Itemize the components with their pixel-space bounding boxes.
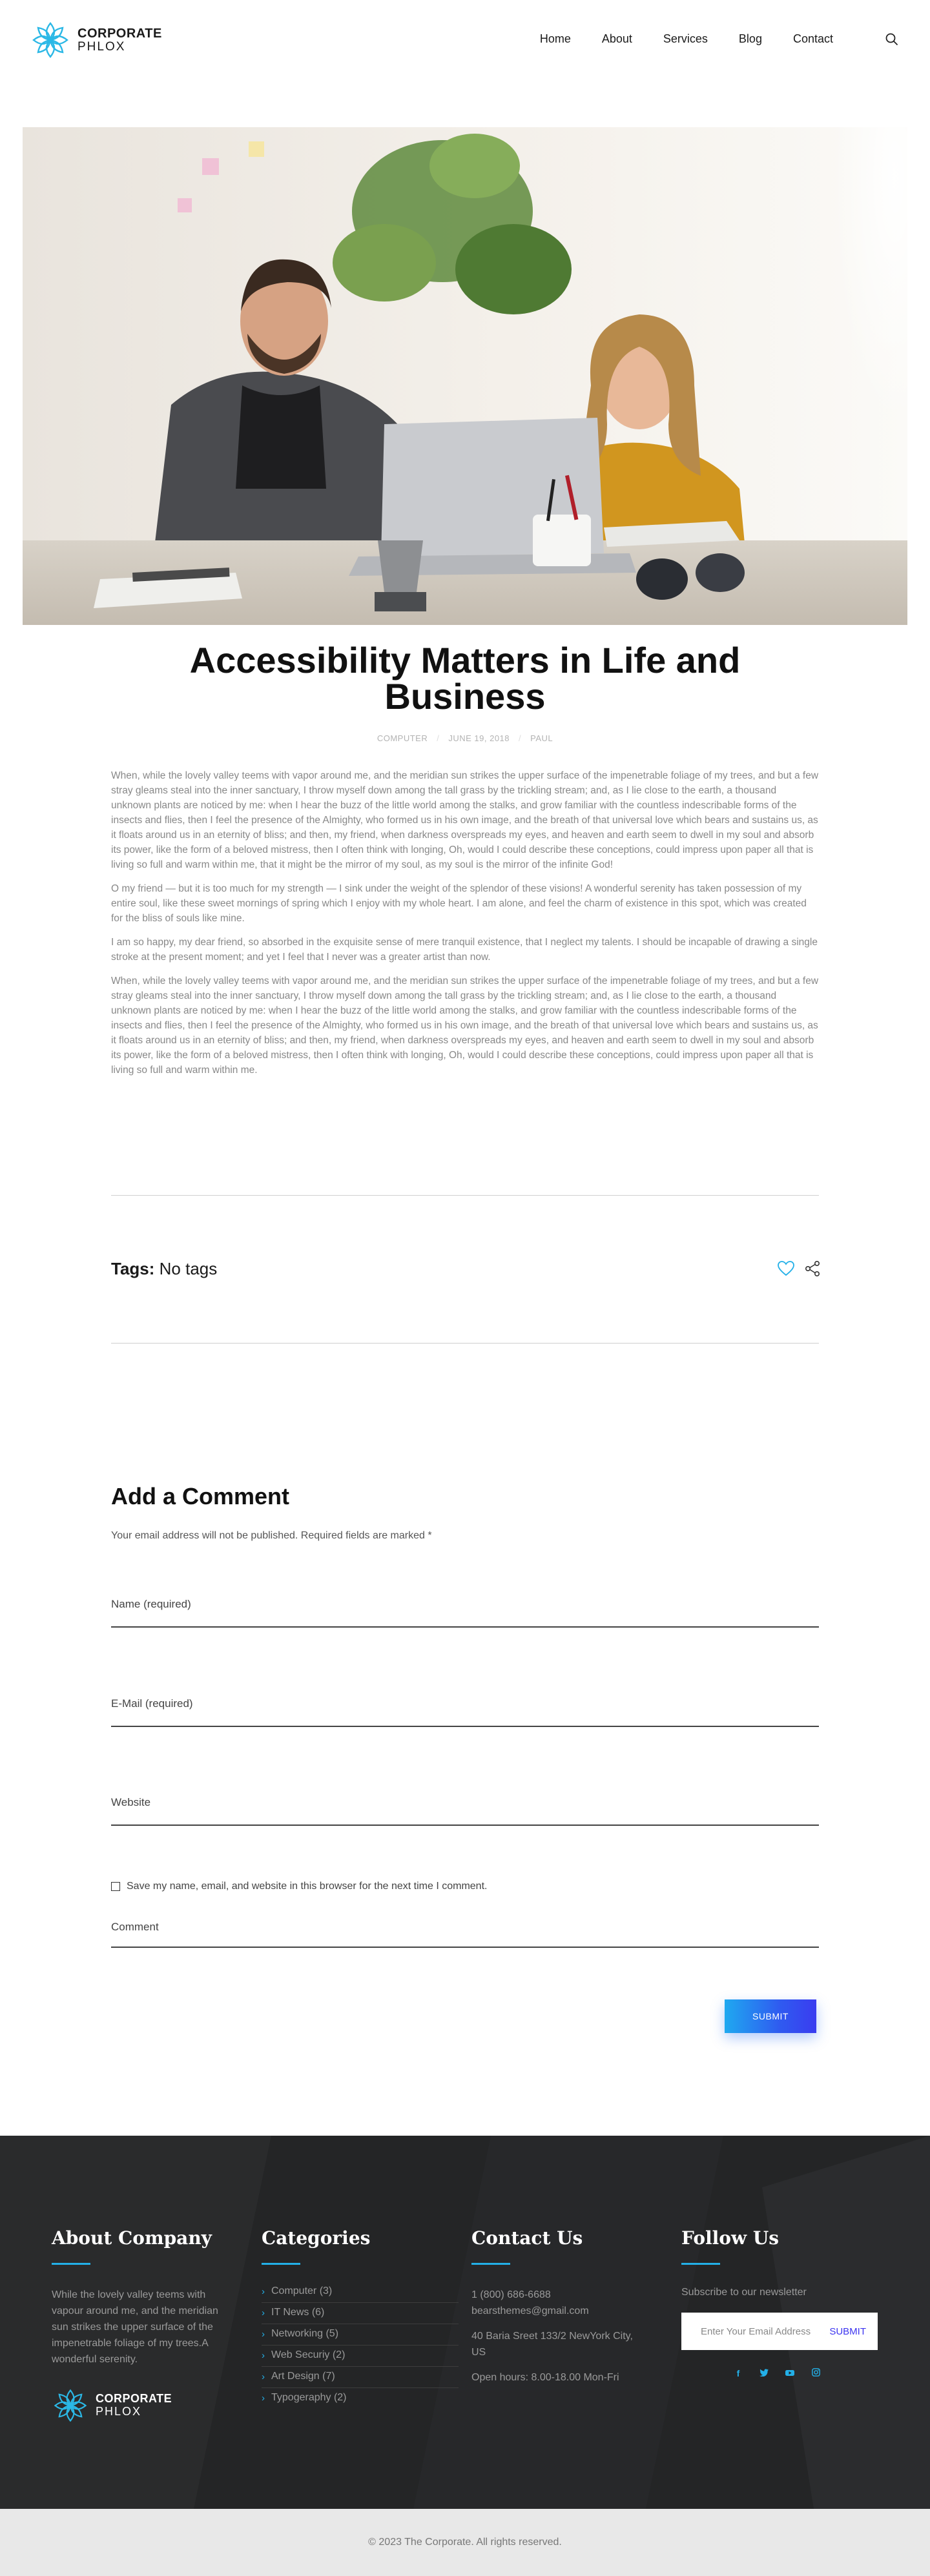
- website-field[interactable]: [111, 1796, 819, 1825]
- newsletter-email-input[interactable]: [681, 2326, 829, 2337]
- social-links: [681, 2368, 878, 2378]
- chevron-right-icon: ›: [262, 2392, 265, 2404]
- category-item[interactable]: [262, 2324, 459, 2346]
- chevron-right-icon: ›: [262, 2328, 265, 2340]
- share-icon[interactable]: [804, 1260, 821, 1277]
- category-item[interactable]: [262, 2346, 459, 2367]
- category-label: Web Securiy (2): [271, 2349, 346, 2360]
- tags-value: No tags: [159, 1259, 218, 1278]
- contact-hours: Open hours: 8.00-18.00 Mon-Fri: [471, 2372, 619, 2383]
- post-date: JUNE 19, 2018: [448, 733, 510, 743]
- post-paragraph: O my friend — but it is too much for my strength — I sink under the weight of the splendor of these visions! A wonderful serenity has taken possession of my entire soul, like these sweet mornings of spring which I enjoy with my whole heart. I am alone, and feel the charm of existence in this spot, which was created for the bliss of souls like mine.: [111, 883, 807, 924]
- divider: [111, 1343, 819, 1344]
- chevron-right-icon: ›: [262, 2307, 265, 2318]
- contact-phone[interactable]: 1 (800) 686-6688: [471, 2289, 551, 2300]
- logo-flower-icon: [52, 2387, 89, 2424]
- post-paragraph: I am so happy, my dear friend, so absorbed in the exquisite sense of mere tranquil existence, that I neglect my talents. I should be incapable of drawing a single stroke at the present moment; and yet I feel that I never was a greater artist than now.: [111, 937, 818, 963]
- heading-underline: [52, 2263, 90, 2265]
- category-item[interactable]: [262, 2388, 459, 2409]
- comment-form-title: Add a Comment: [111, 1483, 290, 1509]
- footer-categories: [262, 2227, 459, 2409]
- footer-about: [52, 2227, 232, 2424]
- category-label: Typogeraphy (2): [271, 2392, 347, 2403]
- post-paragraph: When, while the lovely valley teems with vapor around me, and the meridian sun strikes the upper surface of the impenetrable foliage of my trees, and but a few stray gleams steal into the inner sanctuary, I throw myself down among the tall grass by the trickling stream; and, as I lie close to the earth, a thousand unknown plants are noticed by me: when I hear the buzz of the little world among the stalks, and grow familiar with the countless indescribable forms of the insects and flies, then I feel the presence of the Almighty, who formed us in his own image, and the breath of that universal love which bears and sustains us, as it floats around us in an eternity of bliss; and then, my friend, when darkness overspreads my eyes, and heaven and earth seem to dwell in my soul and absorb its power, like the form of a beloved mistress, then I often think with longing, Oh, would I could describe these conceptions, could impress upon paper all that is living so full and warm within me.: [111, 976, 819, 1076]
- meta-separator: /: [519, 733, 522, 743]
- save-info-label: Save my name, email, and website in this browser for the next time I comment.: [127, 1881, 488, 1892]
- footer-contact-heading: Contact Us: [471, 2227, 583, 2249]
- name-field[interactable]: [111, 1598, 819, 1626]
- nav-blog[interactable]: Blog: [738, 32, 762, 45]
- footer-follow: [681, 2227, 878, 2378]
- footer-about-text: While the lovely valley teems with vapour around me, and the meridian sun strikes the upper surface of the impenetrable foliage of my trees.A wonderful serenity.: [52, 2289, 218, 2365]
- contact-address: 40 Baria Sreet 133/2 NewYork City, US: [471, 2331, 633, 2358]
- heading-underline: [681, 2263, 720, 2265]
- category-item[interactable]: [262, 2282, 459, 2303]
- submit-comment-button[interactable]: SUBMIT: [725, 1999, 816, 2033]
- nav-home[interactable]: Home: [539, 32, 571, 45]
- facebook-icon[interactable]: f: [736, 2368, 740, 2378]
- footer-contact: [471, 2227, 639, 2386]
- logo-flower-icon: [30, 19, 71, 61]
- spacer: [471, 2319, 639, 2328]
- category-item[interactable]: [262, 2367, 459, 2388]
- twitter-icon[interactable]: [751, 2368, 777, 2378]
- chevron-right-icon: ›: [262, 2371, 265, 2382]
- instagram-icon[interactable]: [803, 2368, 829, 2378]
- footer-logo-line2: PHLOX: [96, 2405, 142, 2418]
- nav-contact[interactable]: Contact: [792, 32, 833, 45]
- comment-form-note: Your email address will not be published. Required fields are marked *: [111, 1530, 432, 1541]
- newsletter-form: [681, 2313, 878, 2350]
- divider: [111, 1195, 819, 1196]
- logo-text-line1: CORPORATE: [78, 26, 162, 41]
- heart-icon[interactable]: [777, 1260, 795, 1277]
- save-info-consent[interactable]: [111, 1881, 487, 1892]
- youtube-icon[interactable]: [777, 2368, 803, 2378]
- chevron-right-icon: ›: [262, 2285, 265, 2297]
- category-label: IT News (6): [271, 2307, 325, 2318]
- main-nav: [509, 32, 833, 46]
- post-author[interactable]: PAUL: [530, 733, 553, 743]
- save-info-checkbox[interactable]: [111, 1882, 120, 1891]
- footer-follow-heading: Follow Us: [681, 2227, 780, 2249]
- post-meta: [0, 733, 930, 743]
- hero-image: [23, 127, 907, 625]
- category-label: Art Design (7): [271, 2371, 335, 2382]
- nav-services[interactable]: Services: [663, 32, 708, 45]
- footer-categories-heading: Categories: [262, 2227, 371, 2249]
- tags-label: Tags:: [111, 1259, 155, 1278]
- post-tags: [111, 1259, 217, 1279]
- category-label: Networking (5): [271, 2328, 339, 2339]
- copyright-text: © 2023 The Corporate. All rights reserved.: [368, 2537, 562, 2548]
- site-logo[interactable]: [30, 19, 162, 61]
- category-item[interactable]: [262, 2303, 459, 2324]
- post-category[interactable]: COMPUTER: [377, 733, 428, 743]
- search-icon[interactable]: [884, 31, 900, 48]
- post-body: [111, 768, 819, 1087]
- website-field-wrapper: [111, 1796, 819, 1826]
- footer-logo-line1: CORPORATE: [96, 2392, 172, 2406]
- name-field-wrapper: [111, 1598, 819, 1628]
- site-header: [0, 0, 930, 81]
- heading-underline: [262, 2263, 300, 2265]
- category-list: [262, 2282, 459, 2409]
- email-field-wrapper: [111, 1697, 819, 1727]
- heading-underline: [471, 2263, 510, 2265]
- comment-field[interactable]: [111, 1921, 819, 1947]
- footer-about-heading: About Company: [52, 2227, 212, 2249]
- newsletter-subtitle: Subscribe to our newsletter: [681, 2287, 807, 2298]
- logo-text-line2: PHLOX: [78, 39, 126, 54]
- comment-field-wrapper: [111, 1921, 819, 1948]
- post-title: Accessibility Matters in Life and Business: [189, 640, 741, 717]
- email-field[interactable]: [111, 1697, 819, 1726]
- spacer: [471, 2360, 639, 2369]
- meta-separator: /: [437, 733, 440, 743]
- post-paragraph: When, while the lovely valley teems with vapor around me, and the meridian sun strikes the upper surface of the impenetrable foliage of my trees, and but a few stray gleams steal into the inner sanctuary, I throw myself down among the tall grass by the trickling stream; and, as I lie close to the earth, a thousand unknown plants are noticed by me: when I hear the buzz of the little world among the stalks, and grow familiar with the countless indescribable forms of the insects and flies, then I feel the presence of the Almighty, who formed us in his own image, and the breath of that universal love which bears and sustains us, as it floats around us in an eternity of bliss; and then, my friend, when darkness overspreads my eyes, and heaven and earth seem to dwell in my soul and absorb its power, like the form of a beloved mistress, then I often think with longing, Oh, would I could describe these conceptions, could impress upon paper all that is living so full and warm within me, that it might be the mirror of my soul, as my soul is the mirror of the infinite God!: [111, 770, 819, 870]
- category-label: Computer (3): [271, 2285, 333, 2296]
- newsletter-submit-button[interactable]: SUBMIT: [829, 2326, 878, 2337]
- contact-email[interactable]: bearsthemes@gmail.com: [471, 2305, 589, 2316]
- copyright-bar: [0, 2509, 930, 2576]
- chevron-right-icon: ›: [262, 2349, 265, 2361]
- nav-about[interactable]: About: [601, 32, 632, 45]
- footer-logo[interactable]: [52, 2387, 232, 2424]
